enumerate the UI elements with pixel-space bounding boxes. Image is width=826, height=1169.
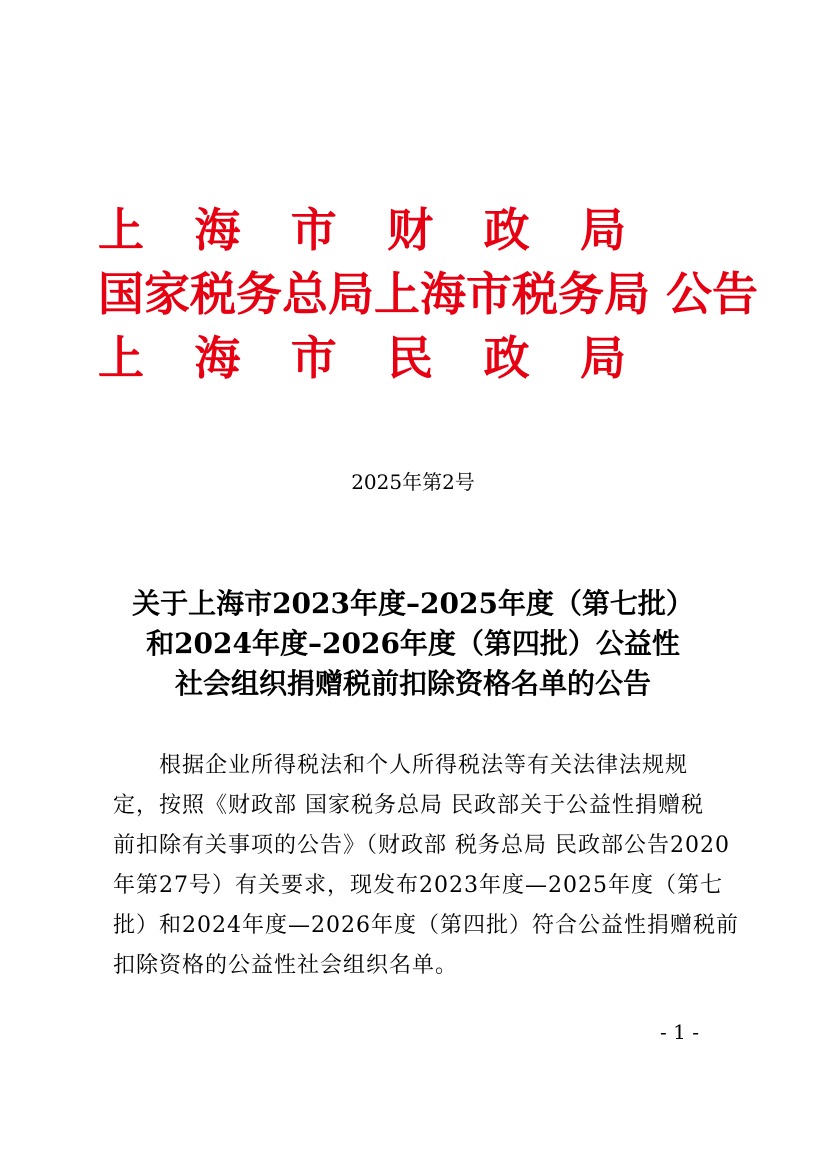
document-title [0, 584, 826, 704]
body-line: 前扣除有关事项的公告》（财政部 税务总局 民政部公告2020 [113, 833, 730, 858]
header-char: 海 [194, 203, 241, 257]
title-line: 关于上海市2023年度–2025年度（第七批） [132, 587, 694, 620]
header-char: 财 [387, 203, 434, 257]
header-char: 市 [290, 203, 337, 257]
header-char: 市 [290, 331, 337, 385]
header-char: 上 [98, 331, 144, 385]
body-paragraph [113, 746, 739, 986]
agency-shanghai-civil-affairs-bureau [98, 326, 626, 390]
body-line: 年第27号）有关要求，现发布2023年度—2025年度（第七 [113, 873, 723, 898]
issuing-agencies-header [98, 198, 759, 390]
body-line: 根据企业所得税法和个人所得税法等有关法律法规规 [159, 753, 689, 778]
issue-number: 2025年第2号 [351, 470, 475, 494]
header-char: 局 [579, 203, 626, 257]
header-char: 政 [483, 331, 530, 385]
agency-shanghai-finance-bureau [98, 198, 626, 262]
title-line: 社会组织捐赠税前扣除资格名单的公告 [174, 667, 651, 700]
page-number: - 1 - [660, 1020, 699, 1044]
body-line: 定，按照《财政部 国家税务总局 民政部关于公益性捐赠税 [113, 793, 704, 818]
body-line: 批）和2024年度—2026年度（第四批）符合公益性捐赠税前 [113, 913, 739, 938]
header-char: 民 [387, 331, 434, 385]
header-char: 海 [194, 331, 241, 385]
header-char: 政 [483, 203, 530, 257]
title-line: 和2024年度–2026年度（第四批）公益性 [146, 627, 680, 660]
header-char: 局 [579, 331, 626, 385]
agency-shanghai-tax-bureau-announcement: 国家税务总局上海市税务局 公告 [98, 267, 759, 321]
header-char: 上 [98, 203, 144, 257]
body-line: 扣除资格的公益性社会组织名单。 [113, 953, 459, 978]
